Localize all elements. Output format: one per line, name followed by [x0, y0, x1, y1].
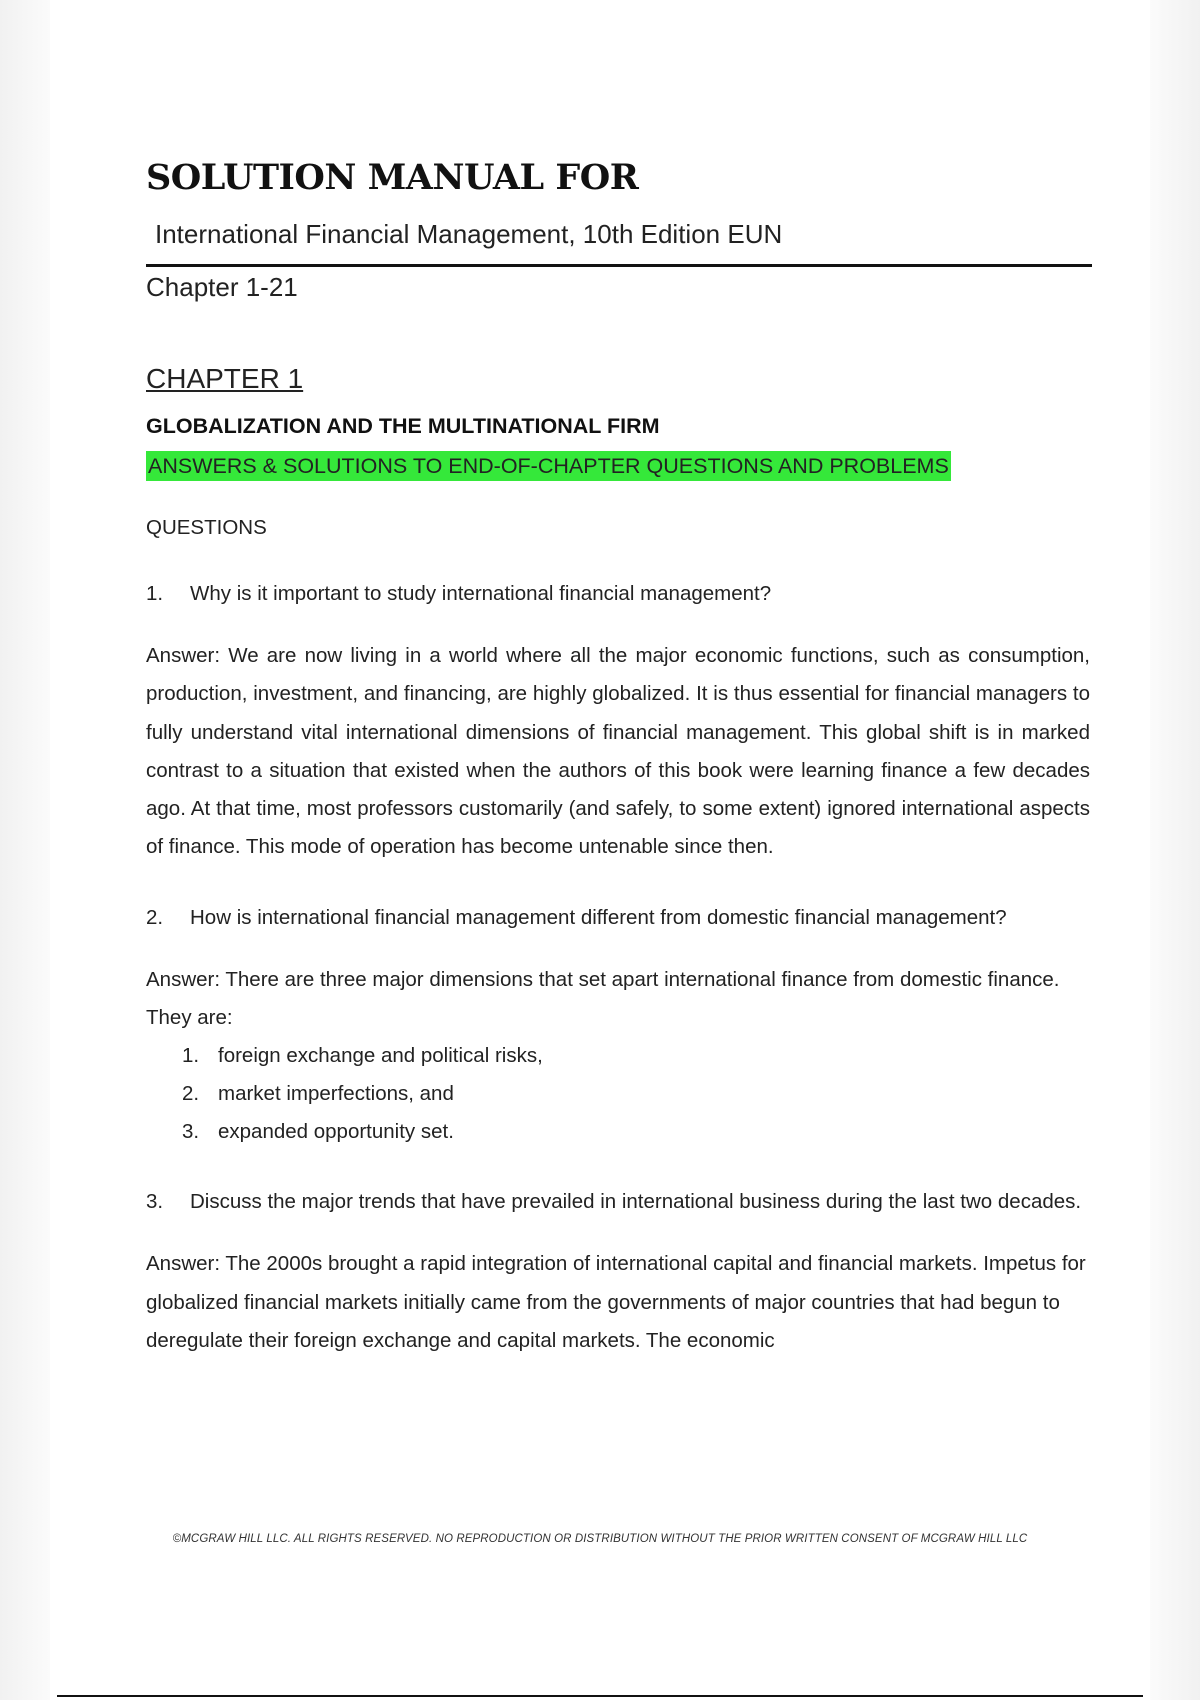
question-number: 3.: [146, 1190, 164, 1214]
chapter-subtitle: GLOBALIZATION AND THE MULTINATIONAL FIRM: [146, 414, 660, 438]
book-title: International Financial Management, 10th Edition EUN: [155, 219, 783, 249]
question-1: [146, 575, 1090, 613]
question-2: [146, 899, 1090, 937]
section-label: QUESTIONS: [146, 516, 267, 539]
answer-2: Answer: There are three major dimensions that set apart international finance from domestic finance. They are:: [146, 967, 1060, 1030]
list-item: [182, 1075, 1090, 1113]
answer-2-list: [146, 1037, 1090, 1151]
chapter-range: Chapter 1-21: [146, 272, 298, 302]
highlighted-section-title: ANSWERS & SOLUTIONS TO END-OF-CHAPTER QUESTIONS AND PROBLEMS: [146, 451, 951, 481]
list-item-text: market imperfections, and: [218, 1082, 454, 1106]
list-item-number: 2.: [182, 1082, 200, 1106]
answer-1: Answer: We are now living in a world where all the major economic functions, such as consumption, production, investment, and financing, are highly globalized. It is thus essential for financial managers to fully understand vital international dimensions of financial management. This global shift is in marked contrast to a situation that existed when the authors of this book were learning finance a few decades ago. At that time, most professors customarily (and safely, to some extent) ignored international aspects of finance. This mode of operation has become untenable since then.: [146, 644, 1090, 859]
chapter-heading: CHAPTER 1: [146, 363, 304, 394]
header-divider: [146, 264, 1092, 267]
page-edge-right: [1150, 0, 1200, 1700]
question-number: 2.: [146, 905, 164, 929]
question-number: 1.: [146, 582, 164, 605]
manual-title: SOLUTION MANUAL FOR: [146, 157, 639, 198]
list-item-number: 3.: [182, 1120, 200, 1144]
list-item: [182, 1037, 1090, 1075]
list-item-text: expanded opportunity set.: [218, 1120, 454, 1144]
question-text: Why is it important to study international financial management?: [190, 582, 772, 605]
page-edge-left: [0, 0, 50, 1700]
question-3: [146, 1183, 1090, 1221]
question-text: Discuss the major trends that have prevailed in international business during the last two decades.: [190, 1190, 1082, 1214]
page-content: [146, 150, 1090, 1360]
bottom-divider: [57, 1695, 1143, 1697]
list-item-number: 1.: [182, 1044, 200, 1068]
answer-3: Answer: The 2000s brought a rapid integration of international capital and financial markets. Impetus for globalized financial markets initially came from the governments of major countries that had begun to deregulate their foreign exchange and capital markets. The economic: [146, 1252, 1086, 1352]
list-item: [182, 1113, 1090, 1151]
list-item-text: foreign exchange and political risks,: [218, 1044, 543, 1068]
copyright-footer: ©MCGRAW HILL LLC. ALL RIGHTS RESERVED. NO REPRODUCTION OR DISTRIBUTION WITHOUT THE PRIOR WRITTEN CONSENT OF MCGRAW HILL LLC: [172, 1533, 1028, 1545]
question-text: How is international financial management different from domestic financial management?: [190, 905, 1007, 929]
